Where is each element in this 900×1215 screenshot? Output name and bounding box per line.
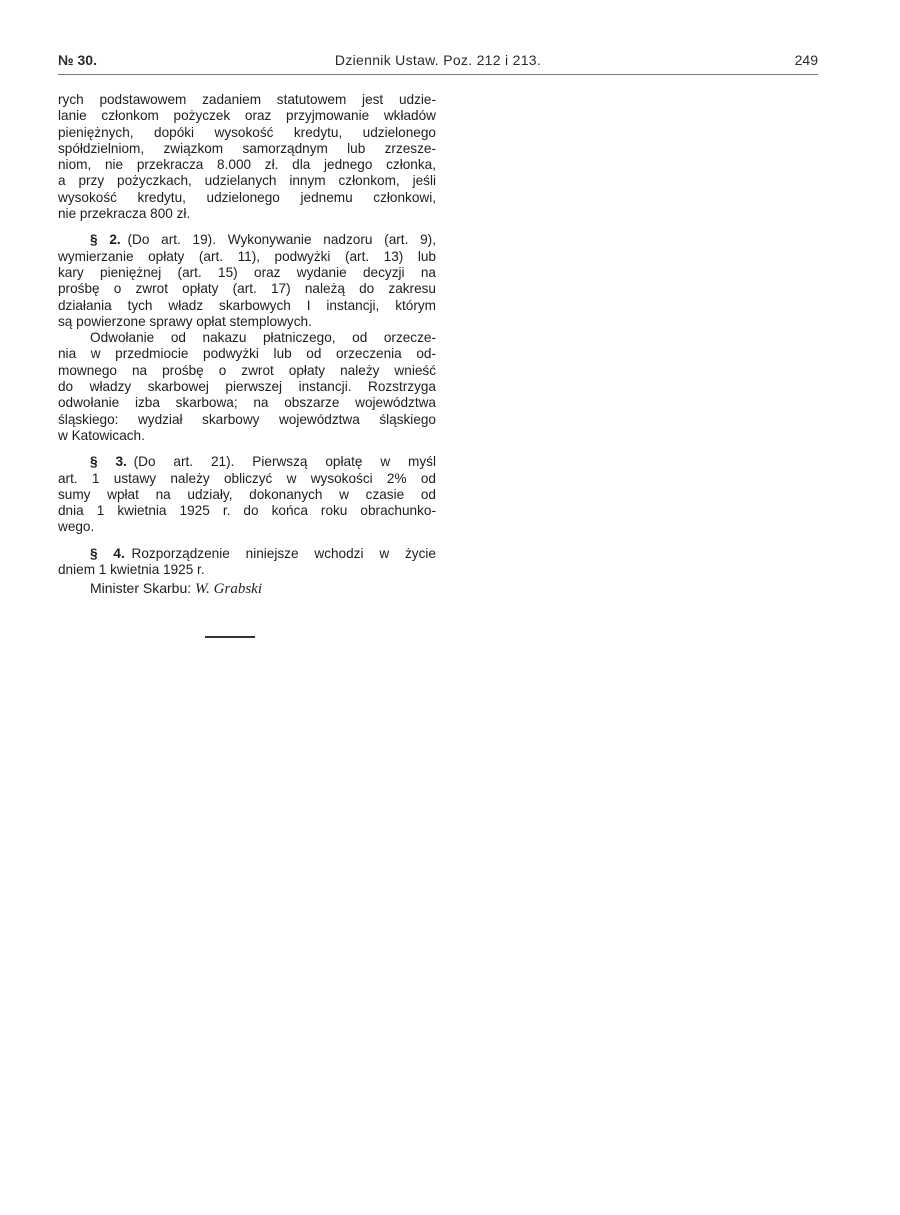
- text-line: [58, 157, 436, 173]
- journal-title: Dziennik Ustaw. Poz. 212 i 213.: [334, 52, 542, 68]
- line-text: są powierzone sprawy opłat stemplowych.: [58, 313, 312, 329]
- text-line: [58, 108, 436, 124]
- text-column: [58, 92, 436, 578]
- line-text: Rozporządzenie niniejsze wchodzi w życie: [131, 545, 436, 561]
- text-line: [58, 471, 436, 487]
- text-line: [58, 454, 436, 470]
- signature-block: [90, 580, 262, 598]
- line-text: wysokość kredytu, udzielonego jednemu członkowi,: [58, 189, 436, 205]
- line-text: Odwołanie od nakazu płatniczego, od orzecze-: [90, 330, 436, 346]
- text-line: [58, 298, 436, 314]
- text-line: [58, 519, 436, 535]
- running-head: [58, 52, 818, 72]
- line-text: odwołanie izba skarbowa; na obszarze województwa: [58, 395, 436, 411]
- paragraph-gap: [58, 444, 436, 454]
- line-text: sumy wpłat na udziały, dokonanych w czasie od: [58, 486, 436, 502]
- text-line: [58, 173, 436, 189]
- line-text: nia w przedmiocie podwyżki lub od orzeczenia od-: [58, 346, 436, 362]
- text-line: [58, 487, 436, 503]
- line-text: wego.: [58, 519, 95, 535]
- line-text: kary pieniężnej (art. 15) oraz wydanie decyzji na: [58, 264, 436, 280]
- line-text: art. 1 ustawy należy obliczyć w wysokości 2% od: [58, 470, 436, 486]
- text-line: [58, 428, 436, 444]
- line-text: dniem 1 kwietnia 1925 r.: [58, 562, 205, 578]
- line-text: pieniężnych, dopóki wysokość kredytu, udzielonego: [58, 124, 436, 140]
- text-line: [58, 265, 436, 281]
- line-text: mownego na prośbę o zwrot opłaty należy wnieść: [58, 362, 436, 378]
- text-line: [58, 363, 436, 379]
- line-text: (Do art. 19). Wykonywanie nadzoru (art. 9),: [127, 232, 436, 248]
- line-text: nie przekracza 800 zł.: [58, 206, 191, 222]
- text-line: [58, 314, 436, 330]
- paragraph: [58, 454, 436, 535]
- text-line: [58, 232, 436, 248]
- line-text: działania tych władz skarbowych I instancji, którym: [58, 297, 436, 313]
- section-number: § 4.: [90, 545, 125, 561]
- line-text: śląskiego: wydział skarbowy województwa śląskiego: [58, 411, 436, 427]
- line-text: w Katowicach.: [58, 427, 145, 443]
- text-line: [58, 125, 436, 141]
- signature-name: W. Grabski: [195, 581, 262, 597]
- text-line: [58, 346, 436, 362]
- page-number: 249: [794, 52, 818, 68]
- paragraph: [58, 330, 436, 444]
- text-line: [58, 395, 436, 411]
- header-rule: [58, 74, 818, 75]
- section-number: § 3.: [90, 454, 127, 470]
- line-text: rych podstawowem zadaniem statutowem jest udzie-: [58, 92, 436, 107]
- issue-number: № 30.: [58, 52, 97, 68]
- paragraph-gap: [58, 222, 436, 232]
- section-number: § 2.: [90, 232, 121, 248]
- text-line: [58, 249, 436, 265]
- text-line: [58, 281, 436, 297]
- line-text: prośbę o zwrot opłaty (art. 17) należą do zakresu: [58, 281, 436, 297]
- line-text: dnia 1 kwietnia 1925 r. do końca roku obrachunko-: [58, 503, 436, 519]
- line-text: a przy pożyczkach, udzielanych innym członkom, jeśli: [58, 173, 436, 189]
- paragraph: [58, 546, 436, 579]
- text-line: [58, 379, 436, 395]
- signature-label: Minister Skarbu:: [90, 580, 192, 596]
- line-text: wymierzanie opłaty (art. 11), podwyżki (art. 13) lub: [58, 248, 436, 264]
- paragraph-gap: [58, 536, 436, 546]
- line-text: (Do art. 21). Pierwszą opłatę w myśl: [133, 454, 436, 470]
- line-text: lanie członkom pożyczek oraz przyjmowanie wkładów: [58, 108, 436, 124]
- paragraph: [58, 92, 436, 222]
- text-line: [58, 412, 436, 428]
- line-text: niom, nie przekracza 8.000 zł. dla jednego członka,: [58, 157, 436, 173]
- paragraph: [58, 232, 436, 330]
- text-line: [58, 330, 436, 346]
- text-line: [58, 92, 436, 108]
- line-text: spółdzielniom, związkom samorządnym lub zrzesze-: [58, 140, 436, 156]
- text-line: [58, 546, 436, 562]
- text-line: [58, 141, 436, 157]
- text-line: [58, 190, 436, 206]
- end-rule: [205, 636, 255, 638]
- text-line: [58, 206, 436, 222]
- line-text: do władzy skarbowej pierwszej instancji. Rozstrzyga: [58, 379, 436, 395]
- text-line: [58, 562, 436, 578]
- text-line: [58, 503, 436, 519]
